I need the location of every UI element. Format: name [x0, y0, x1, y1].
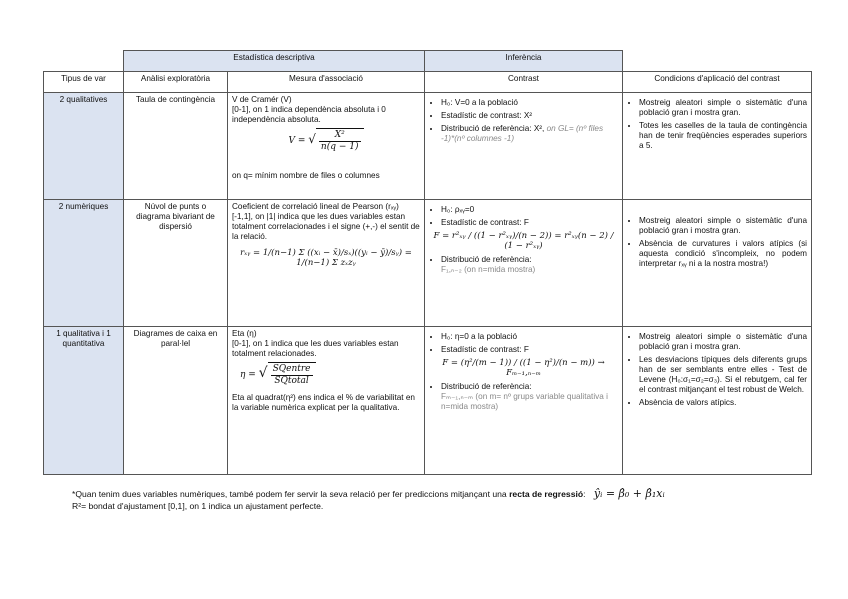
column-header-row	[44, 72, 812, 93]
contrast-dist: • Distribució de referència: X², on GL= (nº files -1)*(nº columnes -1)	[441, 124, 618, 144]
row-mesura	[228, 200, 425, 327]
mesura-title: Eta (η)	[232, 329, 257, 338]
summary-table	[43, 50, 812, 475]
row-tipus: 2 qualitatives	[44, 93, 124, 200]
mesura-title: Coeficient de correlació lineal de Pearson (rₓᵧ)	[232, 202, 399, 211]
contrast-h0: • H₀: V=0 a la població	[441, 98, 618, 108]
condicio-item: • Mostreig aleatori simple o sistemàtic d'una població gran i mostra gran.	[639, 332, 807, 352]
empty-corner	[44, 51, 124, 72]
contrast-stat: • Estadístic de contrast: F	[441, 218, 618, 228]
condicio-item: • Mostreig aleatori simple o sistemàtic d'una població gran i mostra gran.	[639, 98, 807, 118]
cramer-formula: V = √ $\frac{\text{X²}}{n(q - 1)}$	[232, 128, 420, 153]
row-mesura	[228, 93, 425, 200]
empty-right	[623, 51, 812, 72]
condicio-item: • Mostreig aleatori simple o sistemàtic d'una població gran i mostra gran.	[639, 216, 807, 236]
footnote-line2: R²= bondat d'ajustament [0,1], on 1 indica un ajustament perfecte.	[72, 501, 324, 512]
footnote	[72, 487, 812, 512]
contrast-formula: F = r²ₓᵧ / ((1 − r²ₓᵧ)/(n − 2)) = r²ₓᵧ(n − 2) / (1 − r²ₓᵧ)	[433, 231, 614, 252]
contrast-dist: • Distribució de referència: F₁,ₙ₋₂ (on n=mida mostra)	[441, 255, 618, 275]
row-tipus: 1 qualitativa i 1 quantitativa	[44, 327, 124, 475]
row-condicions	[623, 327, 812, 475]
formula-num: X²	[319, 130, 361, 142]
col-condicions: Condicions d'aplicació del contrast	[623, 72, 812, 93]
eta-formula: η = √ $\frac{\text{SQentre}}{\text{SQtotal}}$	[240, 362, 420, 387]
mesura-note: Eta al quadrat(η²) ens indica el % de variabilitat en la variable numèrica explicat per la qualitativa.	[232, 392, 415, 412]
footnote-bold: recta de regressió	[509, 489, 584, 499]
contrast-dist: • Distribució de referència: Fₘ₋₁,ₙ₋ₘ (on m= nº grups variable qualitativa i n=mida mostra)	[441, 382, 618, 412]
row-mesura	[228, 327, 425, 475]
table-row	[44, 327, 812, 475]
regression-formula: ŷᵢ = β̂₀ + β̂₁xᵢ	[593, 487, 665, 500]
formula-num: SQentre	[272, 364, 311, 374]
row-contrast	[425, 93, 623, 200]
row-analisi: Núvol de punts o diagrama bivariant de dispersió	[124, 200, 228, 327]
row-analisi: Diagrames de caixa en paral·lel	[124, 327, 228, 475]
contrast-stat: • Estadístic de contrast: X²	[441, 111, 618, 121]
col-analisi: Anàlisi exploratòria	[124, 72, 228, 93]
row-analisi: Taula de contingència	[124, 93, 228, 200]
group-header-row	[44, 51, 812, 72]
mesura-desc: [-1,1], on |1| indica que les dues variables estan totalment correlacionades i el signe (+,-) el sentit de la relació.	[232, 212, 420, 241]
row-contrast	[425, 327, 623, 475]
group-estadistica: Estadística descriptiva	[124, 51, 425, 72]
col-tipus: Tipus de var	[44, 72, 124, 93]
row-contrast	[425, 200, 623, 327]
mesura-title: V de Cramér (V)	[232, 95, 292, 104]
condicio-item: • Absència de valors atípics.	[639, 398, 807, 408]
table-row	[44, 93, 812, 200]
mesura-note: on q= mínim nombre de files o columnes	[232, 170, 380, 180]
mesura-desc: [0-1], on 1 indica que les dues variables estan totalment relacionades.	[232, 339, 399, 358]
formula-lhs: V =	[288, 135, 306, 146]
row-tipus: 2 numèriques	[44, 200, 124, 327]
pearson-formula: rₓᵧ = 1/(n−1) Σ ((xᵢ − x̄)/sₓ)((yᵢ − ȳ)/sᵧ) = 1/(n−1) Σ zₓzᵧ	[240, 248, 412, 269]
col-contrast: Contrast	[425, 72, 623, 93]
group-inferencia: Inferència	[425, 51, 623, 72]
formula-den: SQtotal	[274, 375, 309, 386]
condicio-item: • Les desviacions típiques dels diferents grups han de ser semblants entre elles - Test de Levene (H₀:σ₁=σ₂=σ₃). Si el rebutgem, cal fer el contrast mitjançant el test robust de Welch.	[639, 355, 807, 395]
table-row	[44, 200, 812, 327]
contrast-h0: • H₀: η=0 a la població	[441, 332, 618, 342]
col-mesura: Mesura d'associació	[228, 72, 425, 93]
condicio-item: • Totes les caselles de la taula de contingència han de tenir freqüències esperades superiors a 5.	[639, 121, 807, 151]
contrast-h0: • H₀: ρₓᵧ=0	[441, 205, 618, 215]
contrast-stat: • Estadístic de contrast: F	[441, 345, 618, 355]
contrast-formula: F = (η²/(m − 1)) / ((1 − η²)/(n − m)) → Fₘ₋₁,ₙ₋ₘ	[442, 358, 605, 379]
formula-den: n(q − 1)	[320, 141, 359, 152]
mesura-desc: [0-1], on 1 indica dependència absoluta i 0 independència absoluta.	[232, 105, 386, 124]
formula-lhs: η =	[240, 369, 256, 380]
row-condicions	[623, 93, 812, 200]
footnote-line1: *Quan tenim dues variables numèriques, també podem fer servir la seva relació per fer prediccions mitjançant una recta de regressió: ŷᵢ = β̂₀ + β̂₁xᵢ	[72, 487, 665, 500]
condicio-item: • Absència de curvatures i valors atípics (si aquesta condició s'incompleix, no podem interpretar rₓᵧ ni a la nostra mostra!)	[639, 239, 807, 269]
row-condicions	[623, 200, 812, 327]
